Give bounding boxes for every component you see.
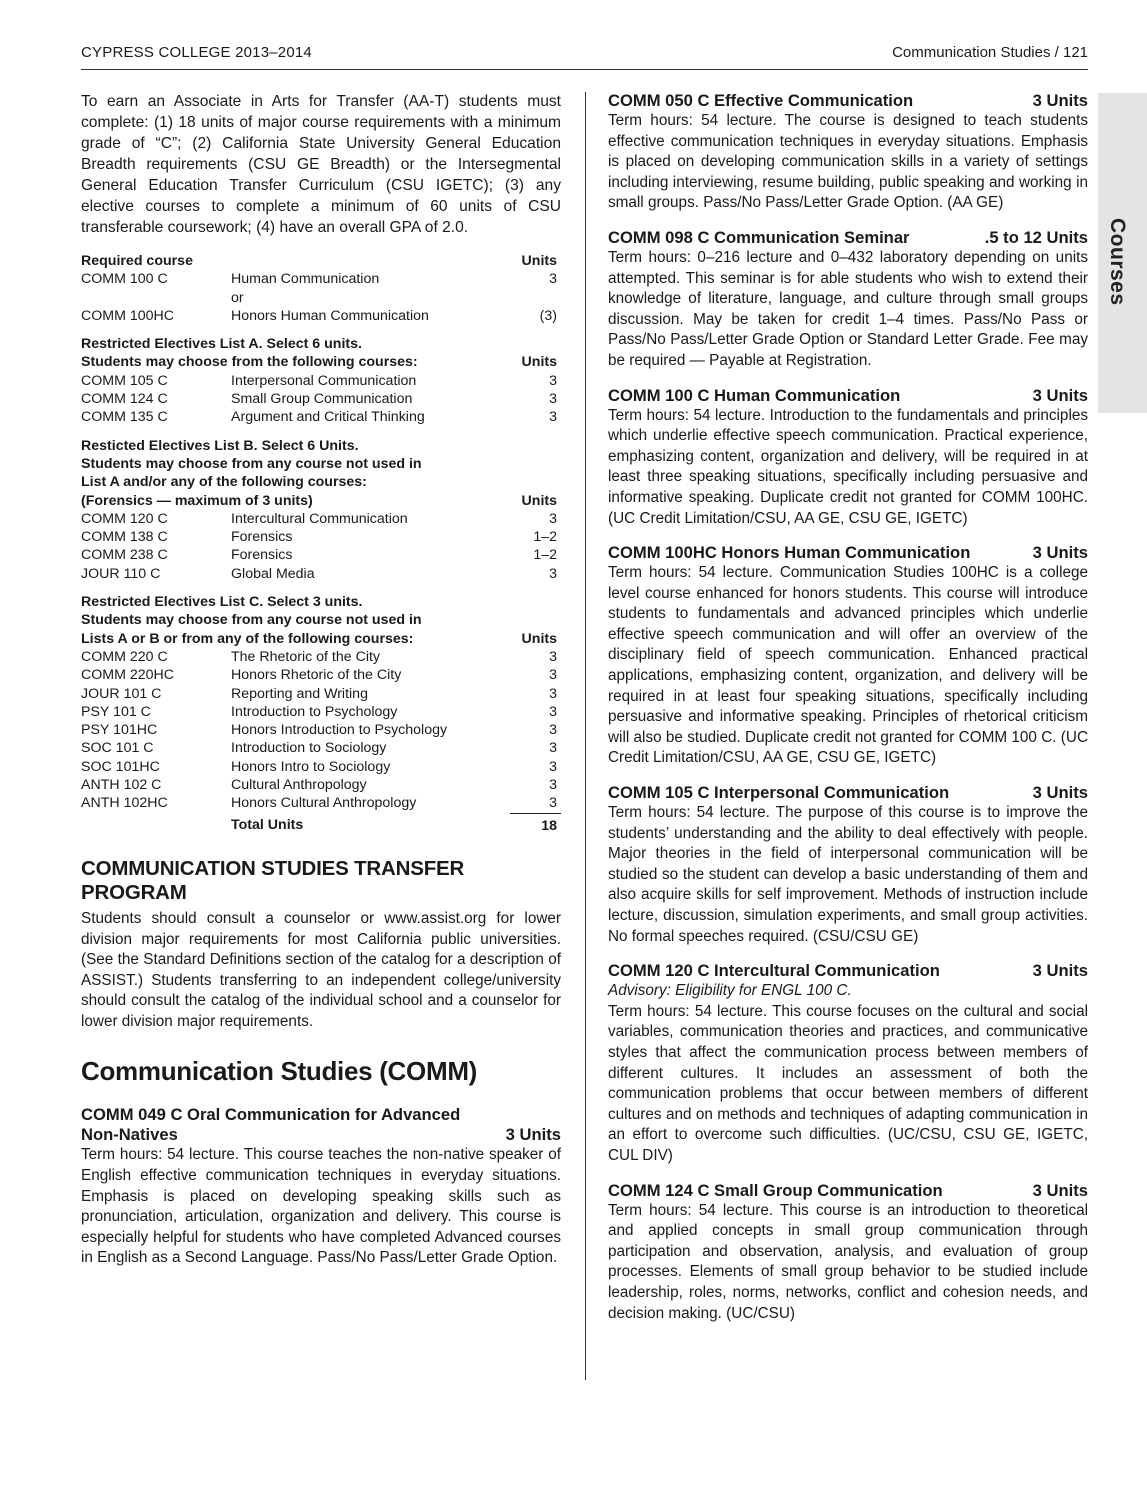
required-heading: Required course bbox=[81, 253, 193, 269]
course-units: 3 bbox=[549, 409, 557, 426]
table-row bbox=[81, 510, 561, 528]
course-title: Argument and Critical Thinking bbox=[231, 409, 425, 426]
side-tab-label: Courses bbox=[1106, 218, 1129, 306]
course-title: Small Group Communication bbox=[231, 391, 413, 408]
course-title: COMM 049 C Oral Communication for Advanced bbox=[81, 1105, 461, 1125]
course-title-continued: Non-Natives bbox=[81, 1125, 178, 1145]
course-units: 3 bbox=[549, 667, 557, 684]
units-header: Units bbox=[521, 253, 557, 269]
course-units: 3 bbox=[549, 703, 557, 720]
course-code: COMM 135 C bbox=[81, 409, 168, 426]
total-label: Total Units bbox=[231, 817, 304, 834]
course-units: 3 bbox=[549, 391, 557, 408]
course-description: Term hours: 54 lecture. The course is designed to teach students effective communication techniques in everyday situations. Emphasis is placed on developing communication skills in a variety of settings including interviewing, resume building, public speaking and working in small groups. Pass/No Pass/Letter Grade Option. (AA GE) bbox=[608, 112, 1088, 212]
course-entry bbox=[608, 543, 1088, 769]
list-b-subheading: Students may choose from any course not used in bbox=[81, 455, 422, 472]
course-units: 3 Units bbox=[1032, 961, 1088, 981]
department-heading: Communication Studies (COMM) bbox=[81, 1056, 478, 1087]
course-description: Term hours: 0–216 lecture and 0–432 laboratory depending on units attempted. This seminar is for able students who wish to extend their knowledge of literature, language, and culture through small groups discussion. May be taken for credit 1–4 times. Pass/No Pass or Pass/No Pass/Letter Grade Option or Standard Letter Grade. Fee may be required — Payable at Registration. bbox=[608, 248, 1088, 369]
course-entry bbox=[608, 1181, 1088, 1325]
course-units: 3 bbox=[549, 795, 557, 812]
course-units: 3 bbox=[549, 722, 557, 739]
course-code: COMM 105 C bbox=[81, 372, 168, 389]
left-column bbox=[81, 91, 561, 1283]
table-row bbox=[81, 408, 561, 426]
course-units: .5 to 12 Units bbox=[984, 227, 1088, 247]
intro-paragraph: To earn an Associate in Arts for Transfer (AA-T) students must complete: (1) 18 units of major course requirements with a minimum grade of “C”; (2) California State University General Education Breadth requirements (CSU GE Breadth) or the Intersegmental General Education Transfer Curriculum (CSU IGETC); (3) any elective courses to complete a minimum of 60 units of CSU transferable coursework; (4) have an overall GPA of 2.0. bbox=[81, 93, 561, 236]
course-code: ANTH 102 C bbox=[81, 777, 162, 794]
course-code: COMM 100 C bbox=[81, 271, 168, 288]
course-units: 3 Units bbox=[1032, 543, 1088, 563]
course-description: Term hours: 54 lecture. Communication Studies 100HC is a college level course enhanced for honors students. This course will introduce students to fundamentals and advanced principles which underlie effective speech communication and will offer an overview of the disciplinary field of speech communication. Enhanced practical applications, emphasizing content, organization, and delivery will be required in at least four speaking situations, specifically including persuasive and informative speaking. Principles of rhetorical criticism will also be studied. Duplicate credit not granted for COMM 100 C. (UC Credit Limitation/CSU, AA GE, CSU GE, IGETC) bbox=[608, 564, 1088, 767]
course-title: Honors Intro to Sociology bbox=[231, 758, 391, 775]
course-title: Global Media bbox=[231, 565, 315, 582]
units-header: Units bbox=[521, 354, 557, 371]
course-title: COMM 098 C Communication Seminar bbox=[608, 227, 910, 247]
table-row bbox=[81, 372, 561, 390]
course-units: 3 Units bbox=[1032, 385, 1088, 405]
course-title: Reporting and Writing bbox=[231, 685, 368, 702]
course-code: ANTH 102HC bbox=[81, 795, 168, 812]
table-row bbox=[81, 739, 561, 757]
course-title: COMM 100 C Human Communication bbox=[608, 385, 901, 405]
table-row bbox=[81, 758, 561, 776]
course-code: COMM 100HC bbox=[81, 307, 175, 324]
course-units: 3 Units bbox=[1032, 91, 1088, 110]
table-row bbox=[81, 528, 561, 546]
running-header-left: CYPRESS COLLEGE 2013–2014 bbox=[81, 44, 312, 61]
course-description: Term hours: 54 lecture. This course teaches the non-native speaker of English effective communication techniques in everyday situations. Emphasis is placed on developing speaking skills such as pronunciation, articulation, organization and delivery. This course is especially helpful for students who have completed Advanced courses in English as a Second Language. Pass/No Pass/Letter Grade Option. bbox=[81, 1146, 561, 1267]
table-row bbox=[81, 390, 561, 408]
course-title: Intercultural Communication bbox=[231, 510, 408, 527]
course-title: Honors Human Communication bbox=[231, 307, 429, 324]
table-row bbox=[81, 666, 561, 684]
table-row bbox=[81, 648, 561, 666]
list-b-subheading: (Forensics — maximum of 3 units) bbox=[81, 492, 313, 509]
table-row bbox=[81, 721, 561, 739]
course-code: COMM 220 C bbox=[81, 648, 168, 665]
table-row bbox=[81, 776, 561, 794]
course-units: 3 bbox=[549, 758, 557, 775]
table-row bbox=[81, 794, 561, 813]
running-header-right: Communication Studies / 121 bbox=[892, 44, 1088, 61]
course-title: Honors Introduction to Psychology bbox=[231, 722, 448, 739]
units-header: Units bbox=[521, 492, 557, 509]
course-title: Forensics bbox=[231, 547, 293, 564]
course-code: JOUR 110 C bbox=[81, 565, 161, 582]
course-entry bbox=[608, 91, 1088, 214]
course-title: COMM 120 C Intercultural Communication bbox=[608, 961, 940, 981]
list-b-heading: Resticted Electives List B. Select 6 Units. bbox=[81, 437, 359, 454]
list-b-subheading: List A and/or any of the following courses: bbox=[81, 474, 367, 491]
course-units: 1–2 bbox=[533, 547, 557, 564]
list-c-heading: Restricted Electives List C. Select 3 units. bbox=[81, 594, 363, 611]
course-units: 3 bbox=[549, 271, 557, 288]
course-title: COMM 100HC Honors Human Communication bbox=[608, 543, 971, 563]
course-code: COMM 220HC bbox=[81, 667, 175, 684]
course-title: Introduction to Psychology bbox=[231, 703, 398, 720]
table-row bbox=[81, 270, 561, 288]
course-title: Honors Rhetoric of the City bbox=[231, 667, 402, 684]
course-entry bbox=[608, 386, 1088, 530]
course-units: 3 bbox=[549, 372, 557, 389]
list-c-subheading: Students may choose from any course not used in bbox=[81, 612, 422, 629]
course-description: Term hours: 54 lecture. Introduction to the fundamentals and principles which underlie effective speech communication. Practical experience, emphasizing content, organization and delivery, will be required in at least three speaking situations, specifically including persuasive and informative speaking. Duplicate credit not granted for COMM 100HC. (UC Credit Limitation/CSU, AA GE, CSU GE, IGETC) bbox=[608, 406, 1088, 527]
table-row bbox=[81, 565, 561, 583]
course-title: The Rhetoric of the City bbox=[231, 648, 381, 665]
table-row bbox=[81, 307, 561, 325]
column-divider bbox=[585, 92, 586, 1380]
course-code: COMM 138 C bbox=[81, 529, 168, 546]
course-units: 3 bbox=[549, 777, 557, 794]
course-title: Human Communication bbox=[231, 271, 380, 288]
total-units: 18 bbox=[510, 813, 561, 835]
course-entry bbox=[608, 228, 1088, 372]
course-title: Introduction to Sociology bbox=[231, 740, 387, 757]
course-units: 3 Units bbox=[505, 1125, 561, 1145]
course-code: COMM 238 C bbox=[81, 547, 168, 564]
course-comm-049 bbox=[81, 1105, 561, 1269]
course-units: (3) bbox=[539, 307, 557, 324]
course-units: 3 bbox=[549, 685, 557, 702]
course-title: COMM 050 C Effective Communication bbox=[608, 91, 914, 110]
transfer-paragraph: Students should consult a counselor or www.assist.org for lower division major requirements for most California public universities. (See the Standard Definitions section of the catalog for a description of ASSIST.) Students transferring to an independent college/university should consult the catalog of the individual school and a counselor for lower division major requirements. bbox=[81, 909, 561, 1030]
course-description: Term hours: 54 lecture. The purpose of this course is to improve the students’ understanding and the ability to deal effectively with people. Major theories in the field of interpersonal communication will be studied so the student can develop a basic understanding of them and also acquire skills for self improvement. Methods of instruction include lecture, discussion, simulation experiments, and small group activities. No formal speeches required. (CSU/CSU GE) bbox=[608, 804, 1088, 945]
course-description: Term hours: 54 lecture. This course focuses on the cultural and social variables, communication theories and practices, and communicative styles that affect the communication process between members of different cultures. It includes an assessment of both the communication problems that occur between members of different cultures and on methods and techniques of adapting communication in an effort to overcome such difficulties. (UC/CSU, CSU GE, IGETC, CUL DIV) bbox=[608, 1002, 1088, 1164]
right-column bbox=[608, 91, 1088, 1338]
course-advisory: Advisory: Eligibility for ENGL 100 C. bbox=[608, 982, 852, 1000]
course-title: Forensics bbox=[231, 529, 293, 546]
or-label: or bbox=[231, 289, 244, 306]
course-units: 3 Units bbox=[1032, 783, 1088, 803]
course-entry bbox=[608, 783, 1088, 947]
table-row bbox=[81, 546, 561, 564]
header-rule bbox=[81, 69, 1088, 70]
requirements-table bbox=[81, 252, 561, 835]
list-c-subheading: Lists A or B or from any of the following courses: bbox=[81, 630, 414, 647]
course-units: 3 bbox=[549, 740, 557, 757]
course-title: Interpersonal Communication bbox=[231, 372, 417, 389]
course-code: PSY 101HC bbox=[81, 722, 158, 739]
course-units: 1–2 bbox=[533, 529, 557, 546]
transfer-heading: COMMUNICATION STUDIES TRANSFER PROGRAM bbox=[81, 856, 465, 904]
course-code: PSY 101 C bbox=[81, 703, 151, 720]
total-row bbox=[81, 813, 561, 835]
course-description: Term hours: 54 lecture. This course is an introduction to theoretical and applied concepts in small group communication through participation and observation, analysis, and evaluation of group processes. Elements of small group behavior to be studied include leadership, roles, norms, networks, conflict and cohesion needs, and decision making. (UC/CSU) bbox=[608, 1201, 1088, 1322]
course-code: COMM 120 C bbox=[81, 510, 168, 527]
table-row bbox=[81, 703, 561, 721]
course-units: 3 bbox=[549, 510, 557, 527]
course-units: 3 Units bbox=[1032, 1180, 1088, 1200]
course-code: SOC 101 C bbox=[81, 740, 154, 757]
course-title: COMM 124 C Small Group Communication bbox=[608, 1180, 943, 1200]
list-a-heading: Restricted Electives List A. Select 6 units. bbox=[81, 336, 362, 353]
table-row bbox=[81, 685, 561, 703]
course-title: COMM 105 C Interpersonal Communication bbox=[608, 783, 950, 803]
course-code: SOC 101HC bbox=[81, 758, 160, 775]
course-units: 3 bbox=[549, 565, 557, 582]
course-code: COMM 124 C bbox=[81, 391, 168, 408]
course-title: Cultural Anthropology bbox=[231, 777, 367, 794]
course-entry bbox=[608, 961, 1088, 1166]
course-code: JOUR 101 C bbox=[81, 685, 162, 702]
units-header: Units bbox=[521, 630, 557, 647]
course-title: Honors Cultural Anthropology bbox=[231, 795, 417, 812]
list-a-subheading: Students may choose from the following courses: bbox=[81, 354, 418, 371]
course-units: 3 bbox=[549, 648, 557, 665]
